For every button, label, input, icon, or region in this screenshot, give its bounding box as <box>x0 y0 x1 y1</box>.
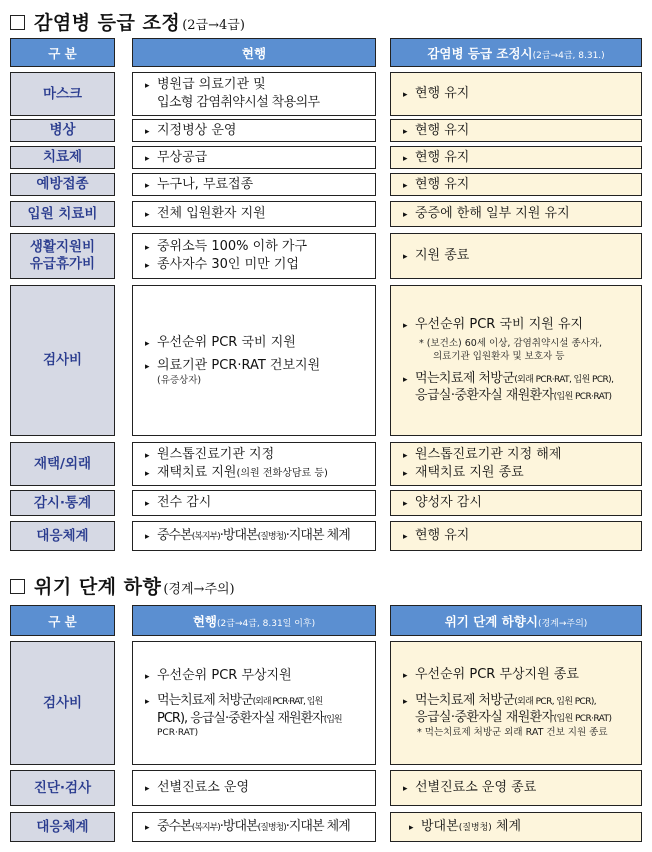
checkbox-square-icon <box>10 579 25 594</box>
s1-row-mask-new <box>390 72 642 116</box>
s1-row-home-new <box>390 442 642 486</box>
test-new-line2b: 응급실·중환자실 재원환자 <box>415 388 554 404</box>
section1-title <box>10 8 245 35</box>
section2-subtitle: (경계→주의) <box>163 582 235 597</box>
s2-response-current-a-small: (복지부) <box>191 823 220 834</box>
s2-test-new-line2b-small: (입원 PCR·RAT) <box>553 714 612 725</box>
s1-bed-label-text: 병상 <box>49 122 76 139</box>
response-current-a: 중수본 <box>157 528 192 544</box>
bullet-icon: ▸ <box>145 823 149 834</box>
list-item <box>403 527 637 545</box>
s2-header-current-text <box>193 612 315 630</box>
s2-header-category <box>10 605 115 636</box>
bullet-icon: ▸ <box>403 532 408 543</box>
list-item <box>403 779 637 797</box>
bullet-icon: ▸ <box>145 532 149 543</box>
mask-new-text: 현행 유지 <box>415 86 470 102</box>
s1-header-current <box>132 38 376 67</box>
s2-row-test-label <box>10 641 115 765</box>
s2-response-current-b-small: (질병청) <box>257 823 286 834</box>
list-item <box>145 334 371 352</box>
list-item <box>403 666 637 684</box>
list-item <box>145 818 371 836</box>
s1-header-new <box>390 38 642 67</box>
bullet-icon: ▸ <box>409 823 414 834</box>
bullet-icon: ▸ <box>403 252 408 263</box>
s2-test-current-line2a-small: (외래 PCR·RAT, 입원 <box>252 697 323 708</box>
bullet-icon: ▸ <box>145 81 150 92</box>
surveillance-new-text: 양성자 감시 <box>415 495 482 511</box>
home-new-line2: 재택치료 지원 종료 <box>415 465 524 480</box>
bullet-icon: ▸ <box>145 261 150 271</box>
bed-new-text: 현행 유지 <box>415 122 470 138</box>
s2-header-category-text: 구 분 <box>48 613 77 629</box>
mask-current-line1: 병원급 의료기관 및 <box>157 77 266 93</box>
s1-surveillance-label-text: 감시·통계 <box>33 494 92 511</box>
s1-row-test-label <box>10 285 115 436</box>
s2-header-current-sub: (2급→4급, 8.31일 이후) <box>217 618 316 629</box>
s1-row-surveillance-label <box>10 490 115 516</box>
section1-subtitle: (2급→4급) <box>182 18 245 33</box>
s1-row-surveillance-current <box>132 490 376 516</box>
s1-row-drug-label <box>10 146 115 169</box>
list-item <box>403 494 637 512</box>
bullet-icon: ▸ <box>403 784 408 795</box>
list-item <box>145 494 371 512</box>
s1-row-response-label <box>10 521 115 551</box>
list-item <box>403 316 637 334</box>
s1-support-label-line2: 유급휴가비 <box>29 256 96 272</box>
s2-header-current <box>132 605 376 636</box>
s1-row-inpatient-new <box>390 201 642 227</box>
s1-row-mask-current <box>132 72 376 116</box>
s2-test-current-line2b-small: (입원 <box>323 714 342 725</box>
test-current-line2: 의료기관 PCR·RAT 건보지원 <box>157 358 321 374</box>
bullet-icon: ▸ <box>403 321 408 332</box>
s2-row-diagnosis-current <box>132 770 376 806</box>
s2-diagnosis-label-text: 진단·검사 <box>33 779 92 796</box>
bullet-icon: ▸ <box>145 180 150 191</box>
test-new-note1: * (보건소) 60세 이상, 감염취약시설 종사자, <box>419 337 603 349</box>
s2-header-current-main: 현행 <box>192 613 218 629</box>
s2-diagnosis-current-text: 선별진료소 운영 <box>157 780 250 796</box>
mask-current-line2: 입소형 감염취약시설 착용의무 <box>157 95 320 110</box>
bullet-icon: ▸ <box>403 469 408 479</box>
inpatient-new-text: 중증에 한해 일부 지원 유지 <box>415 206 570 222</box>
s1-response-label-text: 대응체계 <box>36 527 89 544</box>
list-item <box>145 667 371 685</box>
s1-row-bed-label <box>10 119 115 142</box>
section2-title-text: 위기 단계 하향 <box>34 576 162 598</box>
list-item <box>403 176 637 194</box>
bullet-icon: ▸ <box>403 210 408 221</box>
vaccine-new-text: 현행 유지 <box>415 176 470 192</box>
list-item <box>403 149 637 167</box>
s1-row-inpatient-label <box>10 201 115 227</box>
section2-title <box>10 572 235 599</box>
s2-row-diagnosis-label <box>10 770 115 806</box>
s2-header-new-sub: (경계→주의) <box>537 618 588 629</box>
s1-row-support-current <box>132 233 376 279</box>
bullet-icon: ▸ <box>403 451 408 462</box>
s2-response-current-c: ·지대본 체계 <box>285 819 350 835</box>
list-item <box>403 370 637 388</box>
bullet-icon: ▸ <box>145 210 150 221</box>
s2-test-current-line2b-wrap <box>145 710 371 728</box>
s2-response-current-b: ·방대본 <box>219 819 258 835</box>
bullet-icon: ▸ <box>145 784 150 795</box>
list-item <box>145 256 371 274</box>
list-item <box>145 76 371 94</box>
s1-row-support-label <box>10 233 115 279</box>
s1-row-drug-new <box>390 146 642 169</box>
list-item <box>145 446 371 464</box>
list-item <box>145 464 371 482</box>
list-item <box>145 205 371 223</box>
s2-row-diagnosis-new <box>390 770 642 806</box>
s1-row-vaccine-label <box>10 173 115 196</box>
bullet-icon: ▸ <box>403 696 407 707</box>
test-new-line1: 우선순위 PCR 국비 지원 유지 <box>415 317 584 333</box>
test-new-note2: 의료기관 입원환자 및 보호자 등 <box>433 350 565 362</box>
surveillance-current-text: 전수 감시 <box>157 495 212 511</box>
list-item <box>403 205 637 223</box>
home-new-line1: 원스톱진료기관 지정 해제 <box>415 447 562 463</box>
list-item <box>403 85 637 103</box>
s1-test-label-text: 검사비 <box>42 352 83 369</box>
bullet-icon: ▸ <box>403 126 408 137</box>
s1-home-label-text: 재택/외래 <box>33 455 92 472</box>
test-new-line2a: 먹는치료제 처방군 <box>415 370 515 386</box>
list-item <box>145 357 371 375</box>
bullet-icon: ▸ <box>403 90 408 101</box>
bullet-icon: ▸ <box>403 180 408 191</box>
list-item <box>145 692 371 710</box>
s2-test-current-line1: 우선순위 PCR 무상지원 <box>157 667 292 683</box>
bullet-icon: ▸ <box>145 243 150 254</box>
s1-row-home-label <box>10 442 115 486</box>
s1-header-category <box>10 38 115 67</box>
support-new-text: 지원 종료 <box>415 248 470 264</box>
s1-row-inpatient-current <box>132 201 376 227</box>
list-item <box>403 692 637 710</box>
s1-mask-label-text: 마스크 <box>42 85 83 102</box>
s2-diagnosis-new-text: 선별진료소 운영 종료 <box>415 780 537 796</box>
response-current-c: ·지대본 체계 <box>285 528 350 544</box>
list-item <box>145 238 371 256</box>
bullet-icon: ▸ <box>403 671 408 682</box>
list-item <box>145 779 371 797</box>
s2-response-new-b: 체계 <box>491 819 522 835</box>
s1-header-current-text: 현행 <box>241 45 267 61</box>
list-item <box>403 464 637 482</box>
list-item <box>403 122 637 140</box>
response-current-a-small: (복지부) <box>191 532 220 543</box>
list-item <box>403 247 637 265</box>
s1-header-category-text: 구 분 <box>48 45 77 61</box>
home-current-line2: 재택치료 지원 <box>157 465 237 480</box>
s1-row-home-current <box>132 442 376 486</box>
s1-drug-label-text: 치료제 <box>42 149 83 166</box>
s2-response-new-a-small: (질병청) <box>458 823 492 834</box>
s1-row-drug-current <box>132 146 376 169</box>
response-new-text: 현행 유지 <box>415 528 470 544</box>
bullet-icon: ▸ <box>145 126 150 137</box>
bullet-icon: ▸ <box>145 671 150 682</box>
s2-test-current-line2a: 먹는치료제 처방군 <box>157 693 253 709</box>
section1-title-text: 감염병 등급 조정 <box>34 12 181 34</box>
bed-current-text: 지정병상 운영 <box>157 122 237 138</box>
bullet-icon: ▸ <box>145 338 150 349</box>
drug-new-text: 현행 유지 <box>415 149 470 165</box>
s2-test-new-line2a-small: (외래 PCR, 입원 PCR), <box>514 696 597 707</box>
bullet-icon: ▸ <box>403 499 408 510</box>
s1-row-surveillance-new <box>390 490 642 516</box>
s1-header-new-main: 감염병 등급 조정시 <box>427 45 533 61</box>
s2-row-response-label <box>10 812 115 842</box>
test-new-line2b-small: (입원 PCR·RAT) <box>553 392 612 403</box>
s1-row-test-new <box>390 285 642 436</box>
support-current-line1: 중위소득 100% 이하 가구 <box>157 239 308 255</box>
s2-header-new <box>390 605 642 636</box>
bullet-icon: ▸ <box>403 374 407 385</box>
s1-header-new-sub: (2급→4급, 8.31.) <box>532 50 605 61</box>
bullet-icon: ▸ <box>145 469 150 479</box>
response-current-b: ·방대본 <box>219 528 258 544</box>
s2-test-current-line2c: PCR·RAT) <box>157 728 199 739</box>
s2-response-new-a: 방대본 <box>421 819 459 835</box>
inpatient-current-text: 전체 입원환자 지원 <box>157 206 266 222</box>
s2-test-new-note: * 먹는치료제 처방군 외래 RAT 건보 지원 종료 <box>417 726 608 738</box>
s1-support-label-line1: 생활지원비 <box>29 239 96 256</box>
bullet-icon: ▸ <box>145 362 150 373</box>
s1-vaccine-label-text: 예방접종 <box>36 176 89 193</box>
list-item <box>145 149 371 167</box>
bullet-icon: ▸ <box>403 153 408 164</box>
s2-row-response-new <box>390 812 642 842</box>
s1-row-response-new <box>390 521 642 551</box>
s2-test-new-line1: 우선순위 PCR 무상지원 종료 <box>415 667 579 683</box>
s1-header-new-text <box>427 44 604 62</box>
s2-row-test-new <box>390 641 642 765</box>
bullet-icon: ▸ <box>145 451 150 462</box>
response-current-b-small: (질병청) <box>257 532 286 543</box>
s2-test-new-line2b: 응급실·중환자실 재원환자 <box>415 710 554 726</box>
s2-header-new-main: 위기 단계 하향시 <box>444 613 538 629</box>
s1-row-vaccine-current <box>132 173 376 196</box>
s2-test-current-line2b: PCR), 응급실·중환자실 재원환자 <box>157 710 324 726</box>
test-new-line2a-small: (외래 PCR·RAT, 입원 PCR), <box>514 374 614 385</box>
s1-row-bed-new <box>390 119 642 142</box>
list-item <box>409 818 637 836</box>
home-current-line1: 원스톱진료기관 지정 <box>157 447 275 463</box>
vaccine-current-text: 누구나, 무료접종 <box>157 176 254 192</box>
test-current-line1: 우선순위 PCR 국비 지원 <box>157 334 296 350</box>
s1-row-support-new <box>390 233 642 279</box>
support-current-line2: 종사자수 30인 미만 기업 <box>157 257 299 272</box>
bullet-icon: ▸ <box>145 499 150 510</box>
s1-row-bed-current <box>132 119 376 142</box>
test-new-line2b-wrap <box>403 387 637 405</box>
test-current-note: (유증상자) <box>157 374 202 386</box>
list-item <box>403 446 637 464</box>
s1-row-response-current <box>132 521 376 551</box>
list-item <box>145 176 371 194</box>
s2-response-current-a: 중수본 <box>157 819 192 835</box>
bullet-icon: ▸ <box>145 153 150 164</box>
s2-test-new-line2b-wrap <box>403 709 637 727</box>
list-item <box>145 122 371 140</box>
s1-row-mask-label <box>10 72 115 116</box>
s2-test-new-line2a: 먹는치료제 처방군 <box>415 692 515 708</box>
s2-response-label-text: 대응체계 <box>36 818 89 835</box>
s2-header-new-text <box>445 612 588 630</box>
s1-row-vaccine-new <box>390 173 642 196</box>
s1-row-test-current <box>132 285 376 436</box>
checkbox-square-icon <box>10 15 25 30</box>
s1-inpatient-label-text: 입원 치료비 <box>27 205 98 222</box>
s2-row-response-current <box>132 812 376 842</box>
home-current-line2-small: (의원 전화상담료 등) <box>236 468 328 479</box>
s2-row-test-current <box>132 641 376 765</box>
s2-test-label-text: 검사비 <box>42 694 83 711</box>
drug-current-text: 무상공급 <box>157 149 208 165</box>
bullet-icon: ▸ <box>145 697 149 708</box>
list-item <box>145 527 371 545</box>
